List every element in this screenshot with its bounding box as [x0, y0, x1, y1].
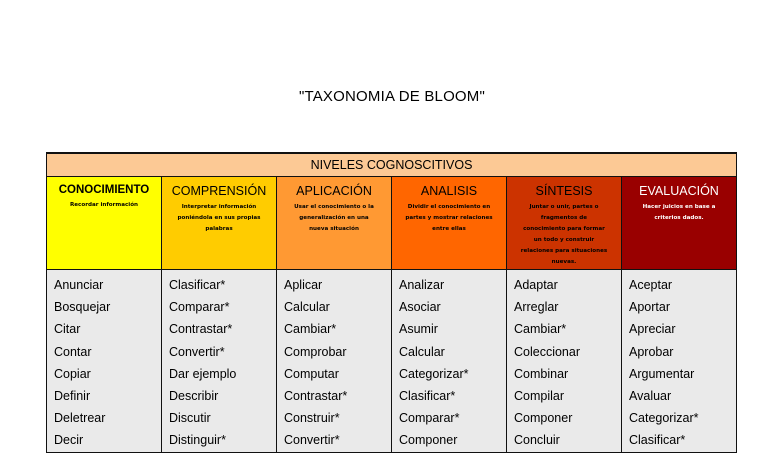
level-header-1 [162, 177, 277, 270]
verb-column-2 [277, 270, 392, 453]
verb-item: Convertir* [169, 344, 225, 359]
level-name: EVALUACIÓN [639, 184, 719, 198]
verb-item: Concluir [514, 433, 560, 448]
verb-item: Arreglar [514, 300, 559, 315]
level-header-4 [507, 177, 622, 270]
level-header-5 [622, 177, 737, 270]
verb-item: Categorizar* [629, 411, 699, 426]
level-header-2 [277, 177, 392, 270]
verb-item: Calcular [284, 300, 330, 315]
levels-header-row [47, 177, 737, 270]
verb-column-3 [392, 270, 507, 453]
level-description: Dividir el conocimiento en partes y mostrar relaciones entre ellas [405, 204, 493, 232]
verb-column-0 [47, 270, 162, 453]
level-name: APLICACIÓN [296, 184, 372, 198]
verb-item: Clasificar* [169, 278, 226, 292]
verb-item: Discutir [169, 411, 211, 426]
verb-item: Combinar [514, 366, 569, 381]
verb-item: Citar [54, 322, 81, 337]
verb-item: Anunciar [54, 278, 104, 292]
verb-item: Contrastar* [284, 388, 348, 403]
verb-item: Bosquejar [54, 300, 111, 315]
level-description: Recordar información [69, 202, 139, 208]
verb-item: Construir* [284, 411, 340, 426]
verb-item: Cambiar* [514, 322, 567, 337]
verb-item: Cambiar* [284, 322, 337, 337]
level-description: Interpretar información poniéndola en sus propias palabras [177, 204, 261, 232]
level-name: ANALISIS [420, 184, 478, 198]
verb-item: Aceptar [629, 278, 673, 292]
level-description: Juntar o unir, partes o fragmentos de conocimiento para formar un todo y construir relaciones para situaciones nuevas. [520, 204, 608, 265]
verb-item: Avaluar [629, 388, 672, 403]
level-header-0 [47, 177, 162, 270]
verb-item: Componer [514, 411, 573, 426]
level-description: Hacer juicios en base a criterios dados. [642, 204, 716, 221]
verb-item: Contar [54, 344, 92, 359]
bloom-taxonomy-table [46, 152, 737, 453]
verbs-row [47, 270, 737, 453]
verb-item: Comprobar [284, 344, 347, 359]
level-description: Usar el conocimiento o la generalización en una nueva situación [294, 204, 374, 232]
verb-item: Definir [54, 388, 91, 403]
verb-item: Asociar [399, 300, 441, 315]
level-name: COMPRENSIÓN [171, 184, 267, 198]
verb-item: Coleccionar [514, 344, 581, 359]
verb-item: Compilar [514, 388, 565, 403]
verb-item: Categorizar* [399, 366, 469, 381]
verb-column-5 [622, 270, 737, 453]
verb-item: Aprobar [629, 344, 674, 359]
verb-item: Calcular [399, 344, 445, 359]
verb-item: Clasificar* [399, 388, 456, 403]
table-banner: NIVELES COGNOSCITIVOS [47, 153, 737, 177]
verb-item: Computar [284, 366, 339, 381]
verb-item: Adaptar [514, 278, 558, 292]
verb-item: Componer [399, 433, 458, 448]
verb-column-4 [507, 270, 622, 453]
verb-item: Comparar* [399, 411, 460, 426]
verb-item: Asumir [399, 322, 438, 337]
verb-item: Dar ejemplo [169, 366, 237, 381]
level-name: CONOCIMIENTO [58, 184, 150, 196]
verb-item: Describir [169, 388, 219, 403]
verb-item: Aportar [629, 300, 670, 315]
verb-item: Apreciar [629, 322, 676, 337]
verb-item: Distinguir* [169, 433, 226, 448]
verb-item: Convertir* [284, 433, 340, 448]
verb-item: Aplicar [284, 278, 323, 292]
level-header-3 [392, 177, 507, 270]
verb-item: Copiar [54, 366, 91, 381]
verb-item: Argumentar [629, 366, 695, 381]
verb-item: Analizar [399, 278, 445, 292]
verb-column-1 [162, 270, 277, 453]
level-name: SÍNTESIS [535, 184, 593, 198]
verb-item: Clasificar* [629, 433, 686, 448]
verb-item: Comparar* [169, 300, 230, 315]
verb-item: Deletrear [54, 411, 106, 426]
verb-item: Decir [54, 433, 84, 448]
document-title: "TAXONOMIA DE BLOOM" [298, 88, 486, 105]
verb-item: Contrastar* [169, 322, 233, 337]
